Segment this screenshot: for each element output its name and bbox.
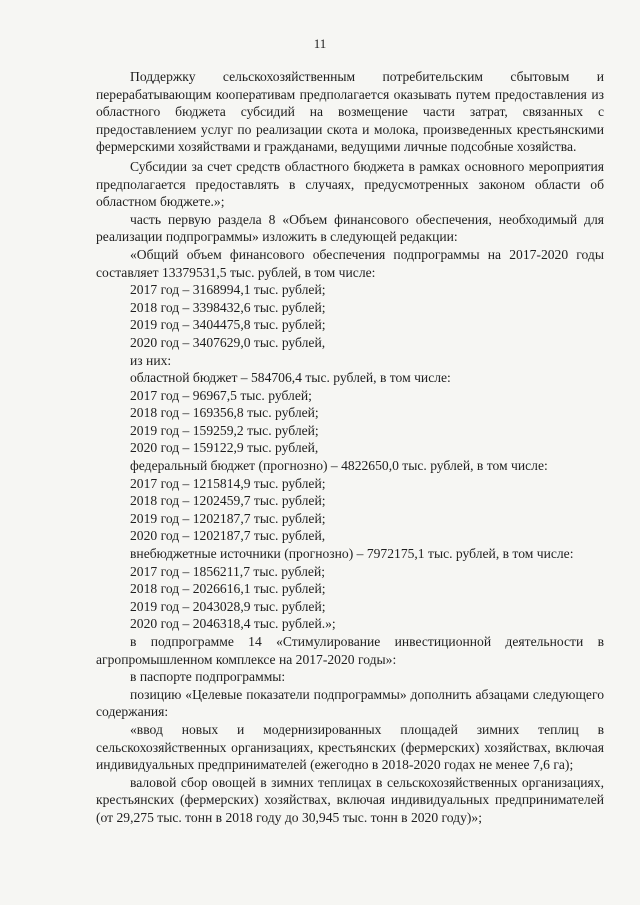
funding-line: 2020 год – 1202187,7 тыс. рублей, — [130, 528, 326, 544]
funding-line: 2019 год – 2043028,9 тыс. рублей; — [130, 598, 326, 614]
paragraph: Субсидии за счет средств областного бюджета в рамках основного мероприятия предполагается предоставлять в случаях, предусмотренных законом области об областном бюджете.»; — [96, 158, 604, 210]
funding-line: 2017 год – 1856211,7 тыс. рублей; — [130, 563, 325, 579]
funding-line: 2018 год – 2026616,1 тыс. рублей; — [130, 581, 326, 597]
funding-line: 2019 год – 159259,2 тыс. рублей; — [130, 422, 319, 438]
funding-line: федеральный бюджет (прогнозно) – 4822650,0 тыс. рублей, в том числе: — [130, 458, 548, 474]
funding-line: 2019 год – 3404475,8 тыс. рублей; — [130, 317, 326, 333]
funding-line: областной бюджет – 584706,4 тыс. рублей, в том числе: — [130, 370, 451, 386]
funding-line: 2020 год – 159122,9 тыс. рублей, — [130, 440, 319, 456]
document-body — [96, 68, 604, 827]
paragraph: валовой сбор овощей в зимних теплицах в сельскохозяйственных организациях, крестьянских (фермерских) хозяйствах, включая индивидуальных предпринимателей (от 29,275 тыс. тонн в 2018 году до 30,945 тыс. тонн в 2020 году)»; — [96, 774, 604, 825]
paragraph: в подпрограмме 14 «Стимулирование инвестиционной деятельности в агропромышленном комплексе на 2017-2020 годы»: — [96, 634, 604, 667]
page-number: 11 — [313, 36, 327, 51]
funding-line: 2019 год – 1202187,7 тыс. рублей; — [130, 510, 326, 526]
paragraph: в паспорте подпрограммы: — [130, 669, 286, 685]
funding-line: 2020 год – 3407629,0 тыс. рублей, — [130, 334, 326, 350]
paragraph: «ввод новых и модернизированных площадей зимних теплиц в сельскохозяйственных организациях, крестьянских (фермерских) хозяйствах, включая индивидуальных предпринимателей (ежегодно в 2018-2020 годах не менее 7,6 га); — [96, 721, 604, 773]
paragraph: Поддержку сельскохозяйственным потребительским сбытовым и перерабатывающим кооперативам предполагается оказывать путем предоставления из областного бюджета субсидий на возмещение части затрат, связанных с предоставлением услуг по реализации скота и молока, произведенных крестьянскими фермерскими хозяйствами и гражданами, ведущими личные подсобные хозяйства. — [96, 69, 604, 155]
funding-line: 2020 год – 2046318,4 тыс. рублей.»; — [130, 616, 336, 632]
funding-line: 2017 год – 96967,5 тыс. рублей; — [130, 387, 312, 403]
paragraph: позицию «Целевые показатели подпрограммы» дополнить абзацами следующего содержания: — [96, 686, 604, 720]
paragraph: «Общий объем финансового обеспечения подпрограммы на 2017-2020 годы составляет 13379531,5 тыс. рублей, в том числе: — [96, 246, 604, 280]
funding-line: 2017 год – 3168994,1 тыс. рублей; — [130, 282, 326, 298]
funding-line: внебюджетные источники (прогнозно) – 7972175,1 тыс. рублей, в том числе: — [130, 546, 574, 562]
paragraph: часть первую раздела 8 «Объем финансового обеспечения, необходимый для реализации подпрограммы» изложить в следующей редакции: — [96, 211, 604, 245]
funding-line: 2018 год – 1202459,7 тыс. рублей; — [130, 493, 326, 509]
funding-line: 2018 год – 169356,8 тыс. рублей; — [130, 405, 319, 421]
funding-line: 2017 год – 1215814,9 тыс. рублей; — [130, 475, 326, 491]
funding-line: 2018 год – 3398432,6 тыс. рублей; — [130, 299, 326, 315]
funding-line: из них: — [130, 352, 172, 368]
